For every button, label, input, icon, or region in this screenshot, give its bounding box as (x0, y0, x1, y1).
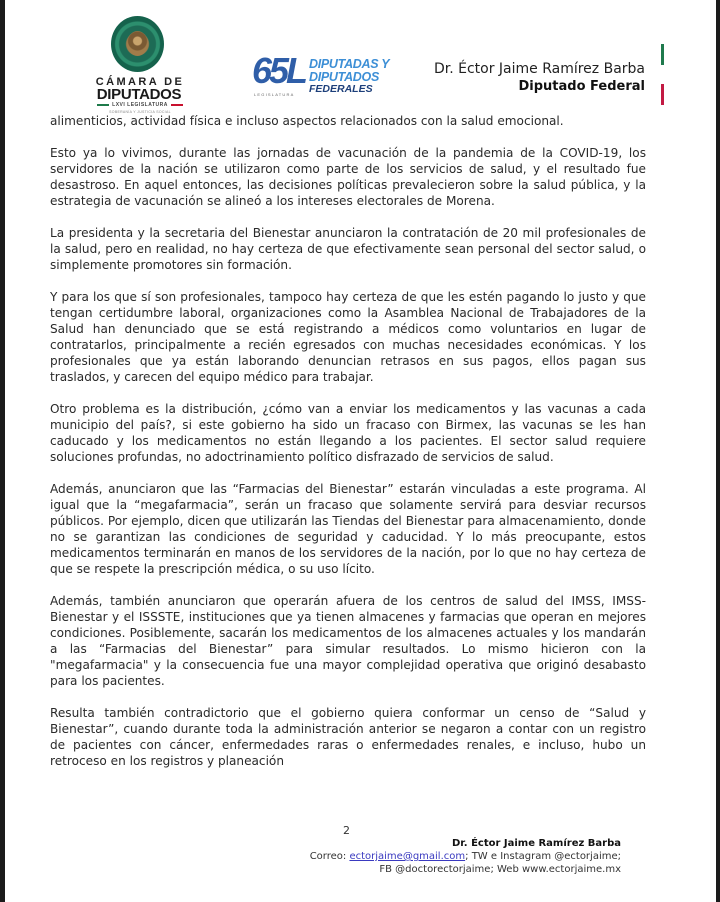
social-twitter-instagram: ; TW e Instagram @ectorjaime; (465, 851, 621, 862)
red-accent-bar (661, 84, 664, 105)
legislature-65-logo (252, 52, 412, 102)
paragraph: Resulta también contradictorio que el gobierno quiera conformar un censo de “Salud y Bienestar”, cuando durante toda la administración anterior se negaron a contar con un registro de pacientes con cáncer, enfermedades raras o enfermedades renales, e incluso, hubo un retroceso en los registros y planeación (50, 706, 646, 768)
camara-logo-motto: SOBERANÍA Y JUSTICIA SOCIAL (109, 110, 171, 114)
author-name: Dr. Éctor Jaime Ramírez Barba (433, 61, 645, 77)
paragraph: Esto ya lo vivimos, durante las jornadas de vacunación de la pandemia de la COVID-19, los servidores de la nación se utilizaron como parte de los servicios de salud, y el resultado fue desastroso. En aquel entonces, las decisiones políticas prevalecieron sobre la salud pública, y la estrategia de vacunación se alineó a los intereses electorales de Morena. (50, 146, 646, 208)
footer-author-name: Dr. Éctor Jaime Ramírez Barba (451, 838, 621, 849)
camara-logo-line1: CÁMARA DE (95, 76, 185, 88)
author-role: Diputado Federal (518, 79, 645, 94)
green-accent-bar (661, 44, 664, 65)
paragraph: Además, también anunciaron que operarán afuera de los centros de salud del IMSS, IMSS-Bienestar y el ISSSTE, instituciones que ya tienen almacenes y farmacias que operan en mejores condiciones. Posiblemente, sacarán los medicamentos de los almacenes actuales y los mandarán a las “Farmacias del Bienestar” para simular resultados. Lo mismo hicieron con la "megafarmacia" y la consecuencia fue una mayor complejidad operativa que originó desabasto para los pacientes. (50, 594, 646, 688)
email-link[interactable]: ectorjaime@gmail.com (349, 851, 466, 862)
paragraph: alimenticios, actividad física e incluso aspectos relacionados con la salud emocional. (50, 114, 564, 128)
legislature-line2: DIPUTADOS (309, 70, 379, 84)
paragraph: Además, anunciaron que las “Farmacias del Bienestar” estarán vinculadas a este programa. Al igual que la “megafarmacia”, serán un fracaso que solamente servirá para desviar recursos públicos. Por ejemplo, dicen que utilizarán las Tiendas del Bienestar para almacenamiento, donde no se garantizan las condiciones de seguridad y caducidad. Y lo más preocupante, estos medicamentos terminarán en manos de los servidores de la nación, por lo que no hay certeza de que se respete la prescripción médica, o su uso lícito. (50, 482, 646, 576)
document-body (50, 113, 646, 769)
document-page (5, 0, 716, 902)
footer (310, 837, 621, 876)
camara-logo-line3 (96, 102, 184, 108)
legislature-line3: FEDERALES (309, 83, 373, 95)
paragraph: Y para los que sí son profesionales, tampoco hay certeza de que les estén pagando lo justo y que tengan certidumbre laboral, organizaciones como la Asamblea Nacional de Trabajadores de la Salud han denunciado que se está registrando a médicos como voluntarios en lugar de contratarlos, principalmente a recién egresados con muchas necesidades económicas. Y los profesionales que ya están laborando denuncian retrasos en sus pagos, ellos pagan sus traslados, y carecen del equipo médico para trabajar. (50, 290, 646, 384)
legislature-number: 65L (252, 50, 306, 91)
legislature-sub: LEGISLATURA (254, 92, 295, 97)
eagle-emblem-icon (127, 31, 148, 56)
page-number: 2 (343, 824, 350, 837)
flag-stripe-red (171, 104, 183, 106)
national-seal-icon (111, 16, 164, 72)
footer-contact-line2: FB @doctorectorjaime; Web www.ectorjaime.mx (379, 864, 621, 875)
footer-contact-line1 (310, 850, 621, 863)
letterhead (5, 0, 716, 114)
flag-stripe-green (97, 104, 109, 106)
camara-de-diputados-logo (88, 16, 188, 114)
paragraph: La presidenta y la secretaria del Bienestar anunciaron la contratación de 20 mil profesionales de la salud, pero en realidad, no hay certeza de que efectivamente sean personal del sector salud, o simplemente promotores sin formación. (50, 226, 646, 272)
legislature-label: LXVI LEGISLATURA (112, 102, 168, 108)
paragraph: Otro problema es la distribución, ¿cómo van a enviar los medicamentos y las vacunas a cada municipio del país?, si este gobierno ha sido un fracaso con Birmex, las vacunas se les han caducado y los medicamentos no están llegando a los pacientes. El sector salud requiere soluciones profundas, no adoctrinamiento político disfrazado de servicios de salud. (50, 402, 646, 464)
camara-logo-line2: DIPUTADOS (96, 86, 182, 103)
legislature-line1: DIPUTADAS Y (309, 57, 390, 71)
email-label: Correo: (309, 851, 350, 862)
